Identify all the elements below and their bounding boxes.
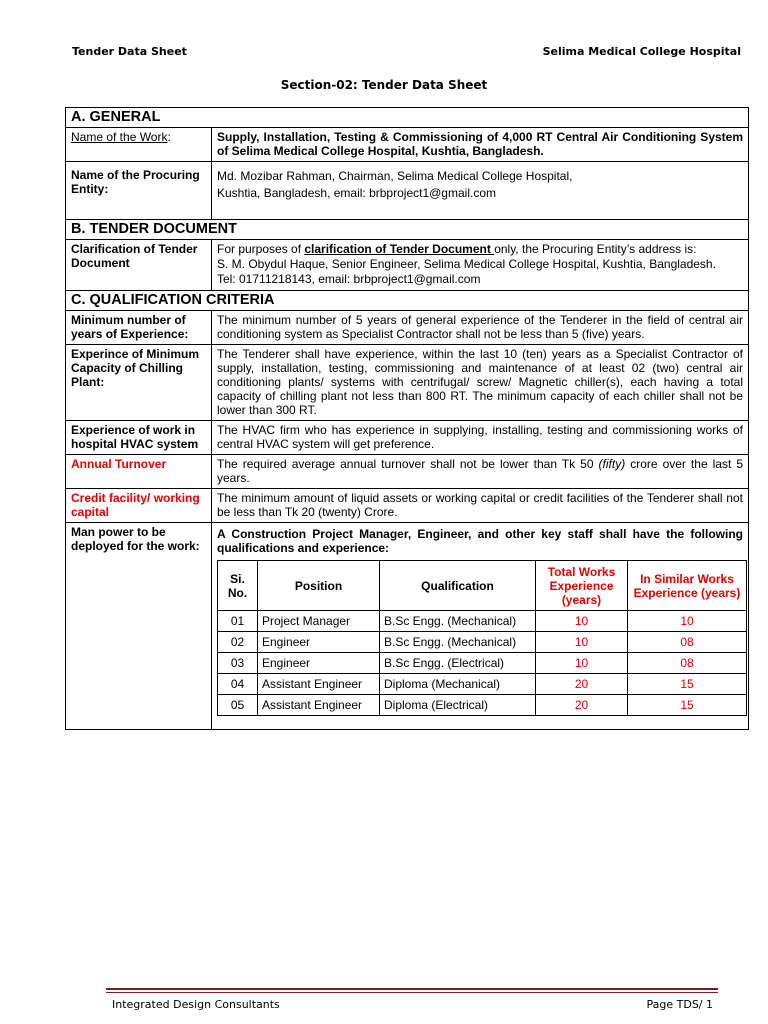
min-years-text: The minimum number of 5 years of general experience of the Tenderer in the field of central air conditioning system as Specialist Contractor shall not be less than 5 (five) years.	[212, 311, 749, 345]
footer-page-number: Page TDS/ 1	[646, 998, 713, 1011]
row-min-years	[66, 311, 749, 345]
section-title: Section-02: Tender Data Sheet	[280, 78, 488, 92]
staff-position: Engineer	[258, 653, 380, 674]
section-heading-general	[66, 108, 749, 128]
chilling-plant-text: The Tenderer shall have experience, within the last 10 (ten) years as a Specialist Contractor of supply, installation, testing, commissioning and maintenance of at least 02 (two) central air conditioning plants/ systems with centrifugal/ screw/ Magnetic chiller(s), each having a total capacity of chilling plant not less than 800 RT. The minimum capacity of each chiller shall not be lower than 300 RT.	[212, 345, 749, 421]
min-years-label: Minimum number of years of Experience:	[66, 311, 212, 345]
staff-similar-experience: 08	[628, 632, 747, 653]
man-power-label: Man power to be deployed for the work:	[66, 523, 212, 730]
header-right: Selima Medical College Hospital	[542, 45, 741, 58]
staff-position: Project Manager	[258, 611, 380, 632]
work-value: Supply, Installation, Testing & Commissioning of 4,000 RT Central Air Conditioning System of Selima Medical College Hospital, Kushtia, Bangladesh.	[212, 128, 749, 162]
entity-line-1: Md. Mozibar Rahman, Chairman, Selima Medical College Hospital,	[217, 169, 573, 183]
staff-qualification: B.Sc Engg. (Electrical)	[380, 653, 536, 674]
staff-header-position: Position	[258, 561, 380, 611]
staff-total-experience: 20	[536, 674, 628, 695]
row-chilling-plant	[66, 345, 749, 421]
footer-rule	[106, 988, 718, 990]
row-name-of-work	[66, 128, 749, 162]
staff-qualification: Diploma (Mechanical)	[380, 674, 536, 695]
staff-position: Assistant Engineer	[258, 695, 380, 716]
row-hospital-hvac	[66, 421, 749, 455]
hospital-hvac-text: The HVAC firm who has experience in supplying, installing, testing and commissioning works of central HVAC system will get preference.	[212, 421, 749, 455]
entity-label: Name of the Procuring Entity:	[66, 162, 212, 220]
footer-rule-thin	[106, 992, 718, 993]
staff-qualification: B.Sc Engg. (Mechanical)	[380, 611, 536, 632]
table-row	[218, 674, 747, 695]
man-power-intro: A Construction Project Manager, Engineer, and other key staff shall have the following qualifications and experience:	[217, 527, 743, 555]
work-label: Name of the Work	[71, 130, 168, 144]
staff-total-experience: 10	[536, 632, 628, 653]
clarification-label: Clarification of Tender Document	[66, 240, 212, 291]
staff-table-header	[218, 561, 747, 611]
credit-facility-label: Credit facility/ working capital	[66, 489, 212, 523]
clarification-address: S. M. Obydul Haque, Senior Engineer, Selima Medical College Hospital, Kushtia, Bangladesh.	[217, 257, 716, 271]
row-credit-facility	[66, 489, 749, 523]
table-row	[218, 632, 747, 653]
staff-qualification: B.Sc Engg. (Mechanical)	[380, 632, 536, 653]
staff-no: 02	[218, 632, 258, 653]
staff-total-experience: 10	[536, 653, 628, 674]
staff-header-no: Si. No.	[218, 561, 258, 611]
table-row	[218, 653, 747, 674]
staff-no: 01	[218, 611, 258, 632]
staff-total-experience: 20	[536, 695, 628, 716]
section-heading-qualification	[66, 291, 749, 311]
annual-turnover-label: Annual Turnover	[66, 455, 212, 489]
staff-similar-experience: 15	[628, 695, 747, 716]
staff-qualification: Diploma (Electrical)	[380, 695, 536, 716]
general-heading: A. GENERAL	[66, 108, 749, 128]
staff-position: Assistant Engineer	[258, 674, 380, 695]
table-row	[218, 611, 747, 632]
staff-header-similar-experience: In Similar Works Experience (years)	[628, 561, 747, 611]
work-colon: :	[167, 130, 171, 144]
tender-data-table	[65, 107, 749, 730]
turnover-text-pre: The required average annual turnover shall not be lower than Tk 50	[217, 457, 599, 471]
credit-facility-text: The minimum amount of liquid assets or working capital or credit facilities of the Tenderer shall not be less than Tk 20 (twenty) Crore.	[212, 489, 749, 523]
chilling-plant-label: Experince of Minimum Capacity of Chilling Plant:	[66, 345, 212, 421]
turnover-text-post: crore over the last 5 years.	[217, 457, 743, 485]
clarification-intro-pre: For purposes of	[217, 242, 305, 256]
entity-line-2: Kushtia, Bangladesh, email: brbproject1@gmail.com	[217, 186, 496, 200]
staff-no: 05	[218, 695, 258, 716]
staff-position: Engineer	[258, 632, 380, 653]
clarification-link-text: clarification of Tender Document	[304, 242, 495, 256]
clarification-contact: Tel: 01711218143, email: brbproject1@gmail.com	[217, 272, 481, 286]
staff-similar-experience: 08	[628, 653, 747, 674]
header-left: Tender Data Sheet	[72, 45, 187, 58]
row-procuring-entity	[66, 162, 749, 220]
row-man-power	[66, 523, 749, 730]
staff-total-experience: 10	[536, 611, 628, 632]
footer-left: Integrated Design Consultants	[112, 998, 280, 1011]
staff-table	[217, 560, 747, 716]
qualification-heading: C. QUALIFICATION CRITERIA	[66, 291, 749, 311]
staff-header-total-experience: Total Works Experience (years)	[536, 561, 628, 611]
section-heading-tender-document	[66, 220, 749, 240]
staff-no: 03	[218, 653, 258, 674]
turnover-text-italic: (fifty)	[598, 457, 626, 471]
table-row	[218, 695, 747, 716]
tender-document-heading: B. TENDER DOCUMENT	[66, 220, 749, 240]
staff-similar-experience: 15	[628, 674, 747, 695]
staff-similar-experience: 10	[628, 611, 747, 632]
clarification-intro-post: only, the Procuring Entity’s address is:	[494, 242, 697, 256]
hospital-hvac-label: Experience of work in hospital HVAC system	[66, 421, 212, 455]
row-clarification	[66, 240, 749, 291]
staff-header-qualification: Qualification	[380, 561, 536, 611]
row-annual-turnover	[66, 455, 749, 489]
staff-no: 04	[218, 674, 258, 695]
